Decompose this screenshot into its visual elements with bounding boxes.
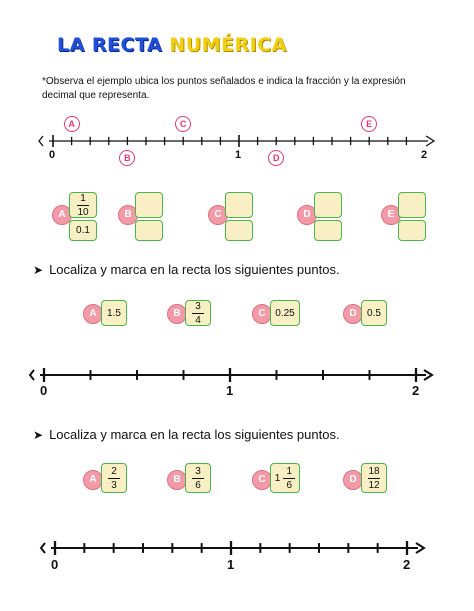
tick-label: 0 <box>40 383 48 398</box>
item-value-box <box>101 463 127 493</box>
section-3-heading <box>33 427 340 442</box>
fraction-bar <box>368 478 380 479</box>
denominator: 3 <box>111 479 117 491</box>
decimal-box <box>314 220 342 241</box>
section-3-heading-text: Localiza y marca en la recta los siguientes puntos. <box>49 427 340 442</box>
title-part-2: NUMÉRICA <box>169 34 287 56</box>
decimal-box <box>225 220 253 241</box>
item-letter: B <box>167 470 187 490</box>
fraction-bar <box>192 478 204 479</box>
decimal-box <box>69 220 97 241</box>
fraction <box>108 466 120 491</box>
fraction <box>192 301 204 326</box>
answer-letter: E <box>381 205 401 225</box>
denominator: 6 <box>286 479 293 491</box>
tick-label: 2 <box>421 149 428 161</box>
numerator: 1 <box>80 192 86 204</box>
item-letter: D <box>343 470 363 490</box>
denominator: 10 <box>77 206 89 218</box>
point-marker: A <box>64 116 80 132</box>
fraction-box <box>225 192 253 218</box>
decimal-box <box>398 220 426 241</box>
item-value-box <box>185 300 211 326</box>
fraction-bar <box>283 478 295 479</box>
fraction-box <box>398 192 426 218</box>
mixed-number <box>275 466 296 491</box>
item-value-box <box>101 300 127 326</box>
numerator: 18 <box>368 465 380 477</box>
fraction-bar <box>77 205 89 206</box>
item-letter: C <box>252 470 272 490</box>
section-2-heading-text: Localiza y marca en la recta los siguientes puntos. <box>49 262 340 277</box>
denominator: 4 <box>195 314 201 326</box>
number-line-3 <box>41 541 424 555</box>
point-marker: D <box>268 150 284 166</box>
denominator: 12 <box>368 479 380 491</box>
answer-letter: A <box>52 205 72 225</box>
arrow-icon: ➤ <box>33 428 44 442</box>
point-marker: E <box>361 116 377 132</box>
fraction-box <box>314 192 342 218</box>
tick-label: 1 <box>226 383 234 398</box>
item-letter: A <box>83 470 103 490</box>
title-part-1: LA RECTA <box>57 34 170 56</box>
whole-part: 1 <box>274 472 281 484</box>
axis-arrow-left <box>30 370 34 380</box>
item-value: 0.25 <box>275 307 295 319</box>
fraction <box>192 466 204 491</box>
fraction-bar <box>108 478 120 479</box>
item-value-box <box>185 463 211 493</box>
instruction-text: *Observa el ejemplo ubica los puntos señalados e indica la fracción y la expresión decimal que representa. <box>42 76 406 101</box>
fraction-box <box>135 192 163 218</box>
section-2-heading <box>33 262 340 277</box>
item-value-box <box>270 463 300 493</box>
fraction <box>368 466 380 491</box>
number-line-1 <box>39 135 434 147</box>
decimal-box <box>135 220 163 241</box>
tick-label: 1 <box>235 149 242 161</box>
numerator: 2 <box>111 465 117 477</box>
tick-label: 1 <box>227 557 235 572</box>
numerator: 1 <box>286 465 293 477</box>
tick-label: 2 <box>403 557 411 572</box>
fraction-box <box>69 192 97 218</box>
numerator: 3 <box>195 300 201 312</box>
tick-label: 0 <box>51 557 59 572</box>
arrow-icon: ➤ <box>33 263 44 277</box>
item-value: 0.5 <box>367 307 381 319</box>
item-letter: A <box>83 304 103 324</box>
item-value-box <box>361 300 387 326</box>
point-marker: B <box>119 150 135 166</box>
fraction <box>77 193 89 218</box>
answer-letter: B <box>118 205 138 225</box>
tick-label: 2 <box>412 383 420 398</box>
answer-letter: D <box>297 205 317 225</box>
point-marker: C <box>175 116 191 132</box>
denominator: 6 <box>195 479 201 491</box>
item-value-box <box>270 300 300 326</box>
item-value: 1.5 <box>107 307 121 319</box>
fraction-bar <box>192 313 204 314</box>
numerator: 3 <box>195 465 201 477</box>
answer-letter: C <box>208 205 228 225</box>
item-letter: D <box>343 304 363 324</box>
item-letter: B <box>167 304 187 324</box>
number-line-2 <box>30 368 432 382</box>
item-value-box <box>361 463 387 493</box>
tick-label: 0 <box>49 149 56 161</box>
fraction <box>283 466 295 491</box>
axis-arrow-left <box>39 136 43 146</box>
decimal-value: 0.1 <box>76 225 90 236</box>
item-letter: C <box>252 304 272 324</box>
axis-arrow-left <box>41 543 45 553</box>
